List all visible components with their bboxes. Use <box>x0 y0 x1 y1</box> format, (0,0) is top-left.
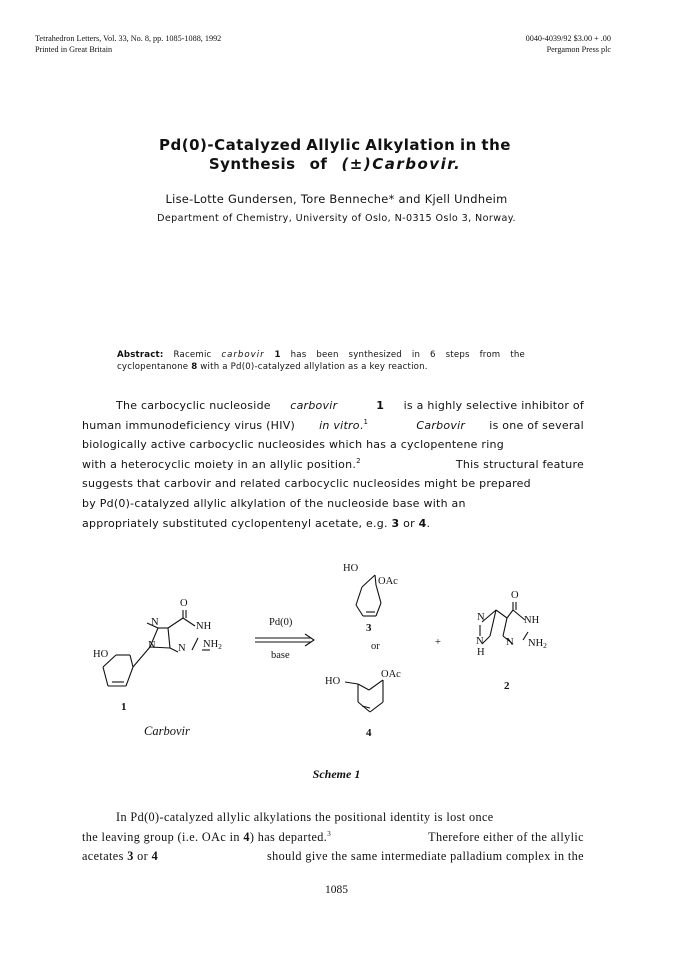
atom-label: N <box>477 612 485 623</box>
text-run: . <box>359 418 364 432</box>
text-run: Therefore either of the allylic <box>428 829 584 844</box>
abstract-label: Abstract: <box>117 350 164 360</box>
atom-label: O <box>511 590 519 601</box>
compound-name: Carbovir <box>416 418 466 432</box>
text-run: or <box>399 516 419 530</box>
atom-label: N <box>476 636 484 647</box>
text-line <box>82 808 584 828</box>
title-word: Pd(0)-Catalyzed <box>159 136 302 154</box>
text-run: with a heterocyclic moiety in an allylic position. <box>82 457 357 471</box>
title-word: the <box>481 136 511 154</box>
atom-label: OAc <box>381 669 401 680</box>
title-line-1 <box>159 136 511 155</box>
text-line <box>82 474 584 494</box>
compound-4-bonds <box>345 680 383 712</box>
reaction-arrow <box>255 634 314 646</box>
compound-ref: 4 <box>151 849 159 864</box>
abstract-text <box>265 350 275 360</box>
body-paragraph-2 <box>82 808 584 867</box>
subscript: 2 <box>218 642 222 651</box>
text-line <box>82 828 584 848</box>
compound-ref: 3 <box>391 516 400 530</box>
compound-ref: 1 <box>376 399 385 412</box>
atom-label <box>528 638 547 650</box>
atom-label: HO <box>343 563 359 574</box>
atom-label: N <box>178 643 186 654</box>
atom-label: H <box>477 647 485 658</box>
article-title <box>95 136 575 174</box>
printed-in: Printed in Great Britain <box>35 45 113 54</box>
title-word: Synthesis <box>208 155 296 173</box>
abstract-text: with a Pd(0)-catalyzed allylation as a key reaction. <box>197 362 428 372</box>
atom-label: HO <box>93 649 109 660</box>
abstract-text: has been synthesized in 6 steps from the cyclopentanone <box>117 350 525 372</box>
atom-text: NH <box>528 638 544 649</box>
text-run: is one of several <box>489 418 584 432</box>
text-line <box>82 847 584 867</box>
publisher: Pergamon Press plc <box>546 45 611 54</box>
affiliation: Department of Chemistry, University of Oslo, N-0315 Oslo 3, Norway. <box>157 213 516 224</box>
compound-3-number: 3 <box>366 622 372 634</box>
reference-superscript: 2 <box>356 456 361 465</box>
text-run: or <box>133 849 152 864</box>
text-line <box>82 435 584 455</box>
compound-1-number: 1 <box>121 701 127 713</box>
text-line <box>82 455 584 475</box>
text-run: . <box>426 516 431 530</box>
reference-superscript: 3 <box>327 829 332 838</box>
plus-sign: + <box>435 637 441 648</box>
scheme-caption: Scheme 1 <box>312 767 361 781</box>
text-run: suggests that carbovir and related carbocyclic nucleosides might be prepared <box>82 477 531 491</box>
title-word: Alkylation <box>365 136 456 154</box>
text-line <box>82 396 584 416</box>
atom-label: N <box>506 637 514 648</box>
title-compound: (±)Carbovir. <box>341 155 462 173</box>
text-run: should give the same intermediate palladium complex in the <box>267 849 584 864</box>
reagent-top: Pd(0) <box>269 617 293 628</box>
atom-label: HO <box>325 676 341 687</box>
text-run: biologically active carbocyclic nucleosides which has a cyclopentene ring <box>82 438 504 452</box>
text-run: human immunodeficiency virus (HIV) <box>82 418 296 432</box>
text-line <box>82 494 584 514</box>
text-run: This structural feature <box>455 457 584 471</box>
compound-1-name: Carbovir <box>144 724 190 738</box>
compound-ref: 4 <box>418 516 427 530</box>
compound-ref: 3 <box>127 849 134 864</box>
text-run: by Pd(0)-catalyzed allylic alkylation of the nucleoside base with an <box>82 496 466 510</box>
page-number: 1085 <box>325 884 348 896</box>
text-run: ) has departed. <box>249 829 328 844</box>
atom-label: OAc <box>378 576 398 587</box>
title-line-2 <box>95 155 575 174</box>
text-run: acetates <box>82 849 128 864</box>
text-line <box>82 514 584 534</box>
title-word: in <box>459 136 477 154</box>
journal-header-left <box>35 33 221 55</box>
title-word: Allylic <box>306 136 361 154</box>
reagent-bottom: base <box>271 650 290 661</box>
guanine-structure-bonds <box>480 602 528 644</box>
atom-text: NH <box>203 639 219 650</box>
italic-phrase: in vitro <box>319 418 360 432</box>
atom-label: NH <box>524 615 540 626</box>
abstract <box>117 349 525 373</box>
authors: Lise-Lotte Gundersen, Tore Benneche* and Kjell Undheim <box>165 192 508 206</box>
atom-label: O <box>180 598 188 609</box>
abstract-text: carbovir <box>221 350 265 360</box>
text-line <box>82 416 584 436</box>
or-text: or <box>371 641 380 652</box>
issn-price: 0040-4039/92 $3.00 + .00 <box>525 34 611 43</box>
reaction-scheme <box>0 540 673 780</box>
compound-ref: 1 <box>274 350 281 360</box>
compound-name: carbovir <box>290 399 338 412</box>
journal-header-right <box>526 33 611 55</box>
text-run: The carbocyclic nucleoside <box>116 399 271 412</box>
atom-label <box>203 639 222 651</box>
journal-citation: Tetrahedron Letters, Vol. 33, No. 8, pp. 1085-1088, 1992 <box>35 34 222 43</box>
body-paragraph-1 <box>82 396 584 533</box>
title-word: of <box>309 155 328 173</box>
atom-label: N <box>148 640 156 651</box>
compound-ref: 4 <box>243 829 250 844</box>
atom-label: N <box>151 617 159 628</box>
reference-superscript: 1 <box>363 417 369 426</box>
text-run: is a highly selective inhibitor of <box>403 399 584 412</box>
compound-4-number: 4 <box>366 727 372 739</box>
atom-label: NH <box>196 621 212 632</box>
text-run: In Pd(0)-catalyzed allylic alkylations the positional identity is lost once <box>116 810 494 824</box>
abstract-text: Racemic <box>173 350 222 360</box>
compound-2-number: 2 <box>504 680 510 692</box>
text-run: the leaving group (i.e. OAc in <box>82 829 244 844</box>
compound-ref: 8 <box>191 362 198 372</box>
subscript: 2 <box>543 641 547 650</box>
text-run: appropriately substituted cyclopentenyl acetate, e.g. <box>82 516 392 530</box>
